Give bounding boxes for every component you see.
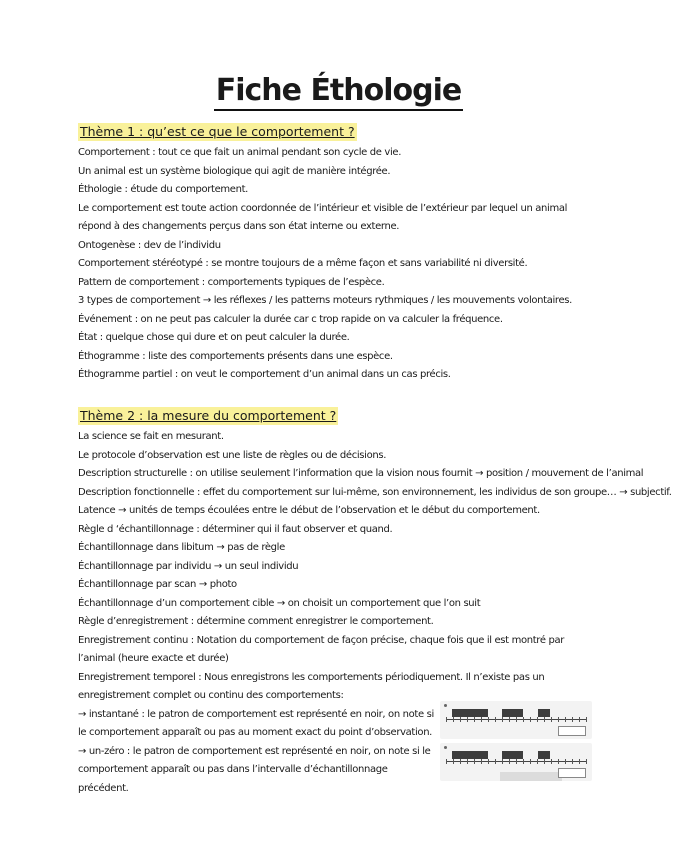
axis-tick: [572, 717, 573, 722]
axis-tick: [474, 759, 475, 764]
text-line: 3 types de comportement → les réflexes / les patterns moteurs rythmiques / les mouvements volontaires.: [78, 295, 572, 306]
text-line: Ontogenèse : dev de l’individu: [78, 239, 221, 251]
text-line: Règle d’enregistrement : détermine comment enregistrer le comportement.: [78, 616, 434, 627]
instantane-diagram: [440, 701, 592, 739]
axis-tick: [551, 759, 552, 764]
text-line: Échantillonnage dans libitum → pas de règle: [78, 542, 285, 553]
text-line: Un animal est un système biologique qui agit de manière intégrée.: [78, 165, 391, 177]
axis-tick: [537, 759, 538, 764]
axis-tick: [579, 759, 580, 764]
text-line: Échantillonnage par scan → photo: [78, 579, 237, 590]
axis-tick: [453, 759, 454, 764]
text-line: Comportement stéréotypé : se montre toujours de a même façon et sans variabilité ni diversité.: [78, 258, 528, 269]
behaviour-bar: [452, 709, 488, 717]
page-title: Fiche Éthologie: [0, 73, 677, 108]
axis-tick: [502, 759, 503, 764]
text-line: La science se fait en mesurant.: [78, 431, 224, 442]
axis-tick: [502, 717, 503, 722]
axis-tick: [523, 717, 524, 722]
behaviour-bar: [538, 709, 549, 717]
text-line: État : quelque chose qui dure et on peut calculer la durée.: [78, 332, 350, 343]
text-line: Échantillonnage par individu → un seul individu: [78, 560, 299, 572]
text-line: Latence → unités de temps écoulées entre le début de l’observation et le début du comportement.: [78, 505, 540, 516]
axis-tick: [467, 717, 468, 722]
axis-tick: [481, 717, 482, 722]
axis-tick: [537, 717, 538, 722]
text-line: Enregistrement continu : Notation du comportement de façon précise, chaque fois que il est montré par l’animal (heure exacte et durée): [78, 634, 564, 664]
un-zero-diagram: [440, 743, 592, 781]
axis-tick: [481, 759, 482, 764]
text-line: Éthogramme : liste des comportements présents dans une espèce.: [78, 350, 393, 362]
axis-tick: [446, 759, 447, 764]
text-line: Pattern de comportement : comportements typiques de l’espèce.: [78, 276, 385, 288]
text-line: Enregistrement temporel : Nous enregistrons les comportements périodiquement. Il n’existe pas un enregistrement complet ou continu des comportements:: [78, 671, 545, 701]
axis-tick: [530, 759, 531, 764]
axis-tick: [488, 759, 489, 764]
behaviour-bar: [502, 709, 523, 717]
axis-tick: [446, 717, 447, 722]
text-line: → instantané : le patron de comportement est représenté en noir, on note si le comportement apparaît ou pas au moment exact du point d’observation.: [78, 708, 434, 738]
axis-tick: [495, 759, 496, 764]
axis-tick: [509, 717, 510, 722]
axis-tick: [551, 717, 552, 722]
text-line: → un-zéro : le patron de comportement est représenté en noir, on note si le comportement apparaît ou pas dans l’intervalle d’échantillonnage précédent.: [78, 745, 431, 794]
axis-tick: [460, 717, 461, 722]
text-line: Éthologie : étude du comportement.: [78, 184, 248, 195]
text-line: Le comportement est toute action coordonnée de l’intérieur et visible de l’extérieur par lequel un animal répond à des changements perçus dans son état interne ou externe.: [78, 202, 568, 232]
axis-tick: [474, 717, 475, 722]
origin-dot: [444, 704, 447, 707]
axis-tick: [460, 759, 461, 764]
axis-tick: [495, 717, 496, 722]
axis-tick: [586, 717, 587, 722]
interval-shade: [500, 772, 562, 781]
axis-tick: [572, 759, 573, 764]
text-line: Description fonctionnelle : effet du comportement sur lui-même, son environnement, les individus de son groupe… → subjectif.: [78, 486, 672, 498]
behaviour-bar: [538, 751, 549, 759]
axis-tick: [453, 717, 454, 722]
theme2-heading: Thème 2 : la mesure du comportement ?: [80, 408, 337, 423]
theme2-section: [78, 405, 672, 798]
axis-tick: [516, 759, 517, 764]
text-line: Événement : on ne peut pas calculer la durée car c trop rapide on va calculer la fréquence.: [78, 313, 503, 325]
axis-tick: [558, 759, 559, 764]
axis-tick: [565, 717, 566, 722]
axis-tick: [558, 717, 559, 722]
axis-tick: [586, 759, 587, 764]
time-label-box: [558, 768, 586, 778]
axis-tick: [488, 717, 489, 722]
text-line: Description structurelle : on utilise seulement l’information que la vision nous fournit → position / mouvement de l’animal: [78, 468, 644, 479]
text-line: Règle d ‘échantillonnage : déterminer qui il faut observer et quand.: [78, 523, 393, 535]
theme1-section: [78, 121, 618, 385]
text-line: Éthogramme partiel : on veut le comportement d’un animal dans un cas précis.: [78, 369, 451, 380]
axis-tick: [544, 759, 545, 764]
axis-tick: [509, 759, 510, 764]
axis-tick: [467, 759, 468, 764]
text-line: Le protocole d’observation est une liste de règles ou de décisions.: [78, 449, 387, 461]
axis-tick: [530, 717, 531, 722]
time-label-box: [558, 726, 586, 736]
text-line: Comportement : tout ce que fait un animal pendant son cycle de vie.: [78, 147, 402, 158]
axis-tick: [579, 717, 580, 722]
axis-tick: [544, 717, 545, 722]
behaviour-bar: [452, 751, 488, 759]
axis-tick: [565, 759, 566, 764]
behaviour-bar: [502, 751, 523, 759]
theme1-heading: Thème 1 : qu’est ce que le comportement ?: [80, 124, 355, 139]
axis-tick: [516, 717, 517, 722]
origin-dot: [444, 746, 447, 749]
text-line: Échantillonnage d’un comportement cible → on choisit un comportement que l’on suit: [78, 597, 481, 609]
axis-tick: [523, 759, 524, 764]
